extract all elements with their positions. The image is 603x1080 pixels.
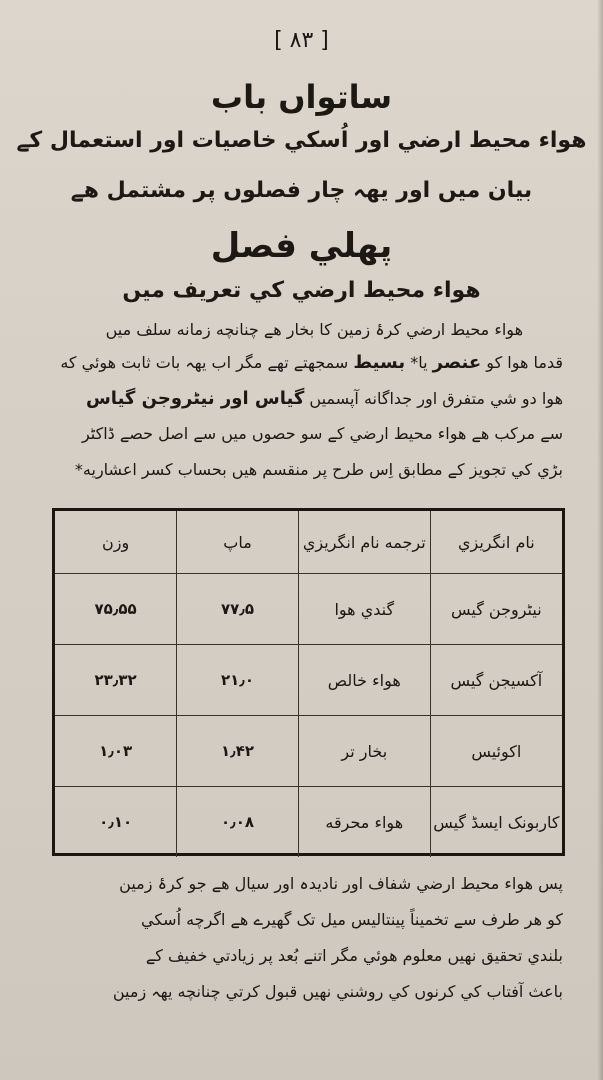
- table-cell: ۲۱٫۰: [177, 645, 299, 716]
- table-cell: ۷۵٫۵۵: [55, 574, 177, 645]
- column-header: وزن: [55, 511, 177, 574]
- paragraph-line: کو هر طرف سے تخميناً پينتاليس ميل تک گهيرے هے اگرچه اُسکي: [140, 910, 563, 929]
- table: [55, 511, 562, 857]
- paragraph-line: بلندي تحقيق نهيں معلوم هوئي مگر اتنے بُعد پر زيادتي خفيف کے: [145, 946, 563, 965]
- table-cell: ۱٫۴۲: [177, 716, 299, 787]
- paragraph-line: پس هواء محيط ارضي شفاف اور نادیدہ اور سيال هے جو کرۂ زمين: [119, 874, 563, 893]
- paragraph-line: [48, 388, 563, 409]
- table-cell: ۰٫۱۰: [99, 813, 133, 831]
- paragraph-line: بڑي کي تجويز کے مطابق اِس طرح پر منقسم هيں بحساب کسر اعشاريه*: [74, 460, 563, 479]
- section-title: پهلي فصل: [210, 226, 393, 266]
- table-row: [55, 645, 562, 716]
- paragraph-line: هواء محيط ارضي کرۂ زمين کا بخار هے چنانچه زمانه سلف ميں: [105, 320, 523, 339]
- text-span: يا*: [410, 353, 428, 372]
- table-cell: گندي هوا: [298, 574, 430, 645]
- chapter-intro-line-1: هواء محيط ارضي اور اُسکي خاصيات اور استعمال کے: [16, 128, 587, 153]
- table-cell: ۷۷٫۵: [177, 574, 299, 645]
- table-cell: ۱٫۰۳: [55, 716, 177, 787]
- paragraph-line: [48, 352, 563, 373]
- paragraph-line: سے مرکب هے هواء محيط ارضي کے سو حصوں ميں سے اصل حصے ڈاکٹر: [81, 424, 563, 443]
- table-cell: آکسيجن گيس: [430, 645, 562, 716]
- text-span: هوا دو شي متفرق اور جداگانه آپسمیں: [309, 389, 563, 408]
- table-cell: بخار تر: [298, 716, 430, 787]
- chapter-intro-line-2: بيان ميں اور يهہ چار فصلوں پر مشتمل هے: [70, 178, 533, 203]
- page-edge-shadow: [597, 0, 603, 1080]
- table-cell: ۲۳٫۳۲: [55, 645, 177, 716]
- gas-composition-table: [52, 508, 565, 856]
- table-cell: اکوئيس: [430, 716, 562, 787]
- page-number: [ ۸۳ ]: [274, 28, 329, 53]
- text-span: قدما هوا کو: [486, 353, 563, 372]
- bold-term: عنصر: [432, 352, 482, 373]
- table-row: [55, 716, 562, 787]
- table-cell: هواء خالص: [298, 645, 430, 716]
- column-header: ترجمه نام انگريزي: [298, 511, 430, 574]
- table-row: [55, 787, 562, 858]
- table-cell: کاربونک ايسڈ گيس: [430, 787, 562, 858]
- bold-term: گياس اور نيٹروجن گياس: [85, 388, 305, 409]
- table-row: [55, 574, 562, 645]
- paragraph-line: باعث آفتاب کي کرنوں کي روشني نهيں قبول کرتي چنانچه يهہ زمين: [112, 982, 563, 1001]
- table-header-row: [55, 511, 562, 574]
- bold-term: بسيط: [353, 352, 406, 373]
- table-cell: ۰٫۰۸: [177, 787, 299, 858]
- table-cell: نيٹروجن گيس: [430, 574, 562, 645]
- column-header: ماپ: [177, 511, 299, 574]
- column-header: نام انگريزي: [430, 511, 562, 574]
- table-cell: هواء محرقه: [298, 787, 430, 858]
- chapter-title: ساتواں باب: [210, 78, 393, 116]
- section-subtitle: هواء محيط ارضي کي تعريف ميں: [122, 278, 481, 303]
- text-span: سمجهتے تهے مگر اب يهہ بات ثابت هوئي که: [60, 353, 349, 372]
